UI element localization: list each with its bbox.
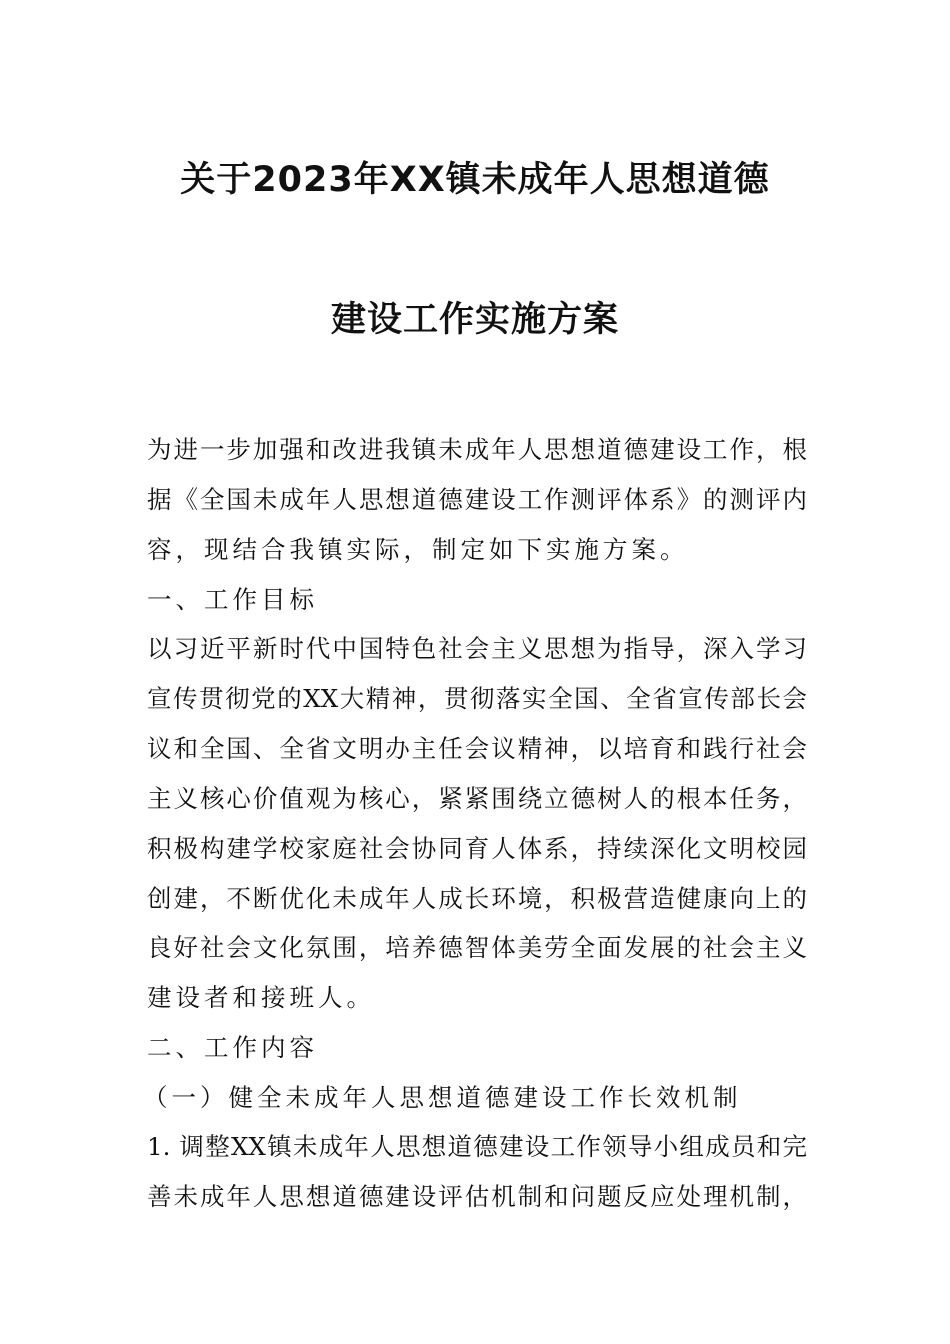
paragraph-intro-line-2: 据《全国未成年人思想道德建设工作测评体系》的测评内 [147,485,807,514]
paragraph-goals-line-8: 建设者和接班人。 [147,983,375,1012]
paragraph-goals-line-3: 议和全国、全省文明办主任会议精神，以培育和践行社会 [147,734,807,763]
paragraph-goals-line-1: 以习近平新时代中国特色社会主义思想为指导，深入学习 [147,634,807,663]
paragraph-goals-line-6: 创建，不断优化未成年人成长环境，积极营造健康向上的 [147,884,807,913]
paragraph-intro-line-3: 容，现结合我镇实际，制定如下实施方案。 [147,535,689,564]
item-1-line-2: 善未成年人思想道德建设评估机制和问题反应处理机制， [147,1182,807,1211]
paragraph-goals-line-2: 宣传贯彻党的XX大精神，贯彻落实全国、全省宣传部长会 [147,684,807,713]
paragraph-goals-line-5: 积极构建学校家庭社会协同育人体系，持续深化文明校园 [147,834,807,863]
paragraph-goals-line-7: 良好社会文化氛围，培养德智体美劳全面发展的社会主义 [147,933,807,962]
document-title-line-2: 建设工作实施方案 [330,300,619,340]
document-title-line-1: 关于2023年XX镇未成年人思想道德 [180,160,770,200]
section-heading-goals: 一、工作目标 [147,585,318,614]
subsection-heading-mechanism: （一）健全未成年人思想道德建设工作长效机制 [143,1083,742,1112]
paragraph-goals-line-4: 主义核心价值观为核心，紧紧围绕立德树人的根本任务， [147,784,807,813]
section-heading-content: 二、工作内容 [147,1033,318,1062]
item-1-line-1: 1. 调整XX镇未成年人思想道德建设工作领导小组成员和完 [147,1132,807,1161]
paragraph-intro-line-1: 为进一步加强和改进我镇未成年人思想道德建设工作，根 [147,435,807,464]
